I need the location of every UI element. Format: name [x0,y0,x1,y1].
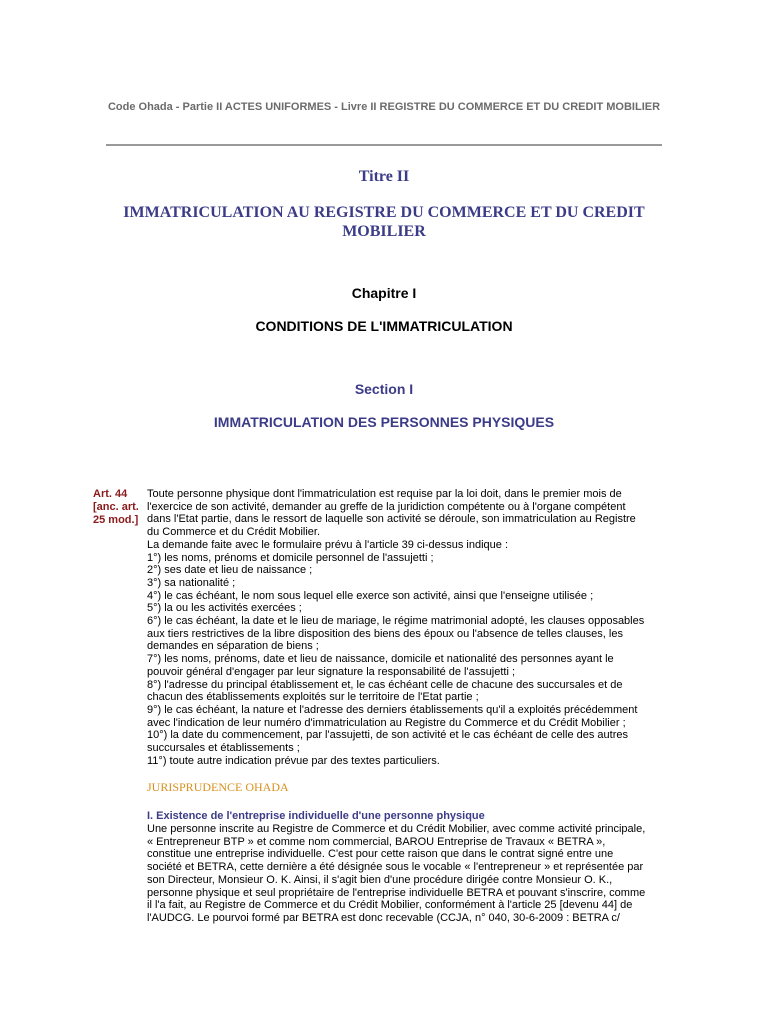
jurisprudence-heading: I. Existence de l'entreprise individuelle d'une personne physique [147,810,485,822]
jurisprudence-line: son Directeur, Monsieur O. K. Ainsi, il s'agit bien d'une procédure dirigée contre Monsieur O. K., [147,873,613,886]
article-label [93,488,147,527]
article-line: 6°) le cas échéant, la date et le lieu de mariage, le régime matrimonial adopté, les clauses opposables [147,615,645,628]
jurisprudence-line: il l'a fait, au Registre de Commerce et du Crédit Mobilier, conformément à l'article 25 [devenu 44] de [147,899,633,912]
article-line: 8°) l'adresse du principal établissement et, le cas échéant celle de chacune des succursales et de [147,678,623,691]
article-line: 2°) ses date et lieu de naissance ; [147,564,313,577]
article-line: 4°) le cas échéant, le nom sous lequel elle exerce son activité, ainsi que l'enseigne utilisée ; [147,589,594,602]
titre-number: Titre II [358,168,410,185]
chapitre-number: Chapitre I [351,285,417,301]
article-line: aux tiers restrictives de la libre disposition des biens des époux ou l'absence de telles clauses, les [147,627,623,640]
jurisprudence-label: JURISPRUDENCE OHADA [147,780,289,794]
article-line: 5°) la ou les activités exercées ; [147,602,302,615]
article-line: 7°) les noms, prénoms, date et lieu de naissance, domicile et nationalité des personnes ayant le [147,653,614,666]
article-line: 3°) sa nationalité ; [147,576,236,589]
jurisprudence-line: constitue une entreprise individuelle. C'est pour cette raison que dans le contrat signé entre une [147,848,614,861]
article-line: du Commerce et du Crédit Mobilier. [147,526,321,539]
jurisprudence-line: personne physique et seul propriétaire de l'entreprise individuelle BETRA et pouvant s'inscrire, comme [147,886,646,899]
article-line: Toute personne physique dont l'immatriculation est requise par la loi doit, dans le premier mois de [147,488,622,500]
article-line: demandes en séparation de biens ; [147,640,319,653]
jurisprudence-line: « Entrepreneur BTP » et comme nom commercial, BAROU Entreprise de Travaux « BETRA », [147,835,606,848]
article-line: chacun des établissements exploités sur le territoire de l'Etat partie ; [147,691,479,704]
article-line: pouvoir général d'engager par leur signature la responsabilité de l'assujetti ; [147,665,516,678]
header-divider [106,144,662,146]
article-label-line: 25 mod.] [93,514,139,526]
article-line: La demande faite avec le formulaire prévu à l'article 39 ci-dessus indique : [147,538,509,551]
article-body [147,488,687,767]
titre-title: IMMATRICULATION AU REGISTRE DU COMMERCE ET DU CREDIT MOBILIER [123,204,645,240]
article-line: 10°) la date du commencement, par l'assujetti, de son activité et le cas échéant de celle des autres [147,729,628,742]
document-header-breadcrumb: Code Ohada - Partie II ACTES UNIFORMES - Livre II REGISTRE DU COMMERCE ET DU CREDIT MOBILIER [107,101,661,113]
article-line: 9°) le cas échéant, la nature et l'adresse des derniers établissements qu'il a exploités précédemment [147,703,638,716]
jurisprudence-line: société et BETRA, cette dernière a été désignée sous le vocable « l'entrepreneur » et représentée par [147,861,644,874]
article-line: avec l'indication de leur numéro d'immatriculation au Registre du Commerce et du Crédit Mobilier ; [147,716,626,729]
jurisprudence-line: l'AUDCG. Le pourvoi formé par BETRA est donc recevable (CCJA, n° 040, 30-6-2009 : BETRA c/ [147,911,620,924]
article-line: l'exercice de son activité, demander au greffe de la juridiction compétente ou à l'organe compétent [147,500,626,513]
jurisprudence-body [147,823,687,925]
jurisprudence-line: Une personne inscrite au Registre de Commerce et du Crédit Mobilier, avec comme activité principale, [147,823,646,835]
article-line: dans l'Etat partie, dans le ressort de laquelle son activité se déroule, son immatriculation au Registre [147,513,636,526]
article-line: succursales et établissements ; [147,742,300,755]
article-label-line: [anc. art. [93,501,139,513]
section-number: Section I [354,381,414,397]
article-line: 11°) toute autre indication prévue par des textes particuliers. [147,754,440,767]
section-title: IMMATRICULATION DES PERSONNES PHYSIQUES [213,414,555,430]
article-label-line: Art. 44 [93,488,128,500]
article-line: 1°) les noms, prénoms et domicile personnel de l'assujetti ; [147,551,434,564]
chapitre-title: CONDITIONS DE L'IMMATRICULATION [255,318,513,334]
